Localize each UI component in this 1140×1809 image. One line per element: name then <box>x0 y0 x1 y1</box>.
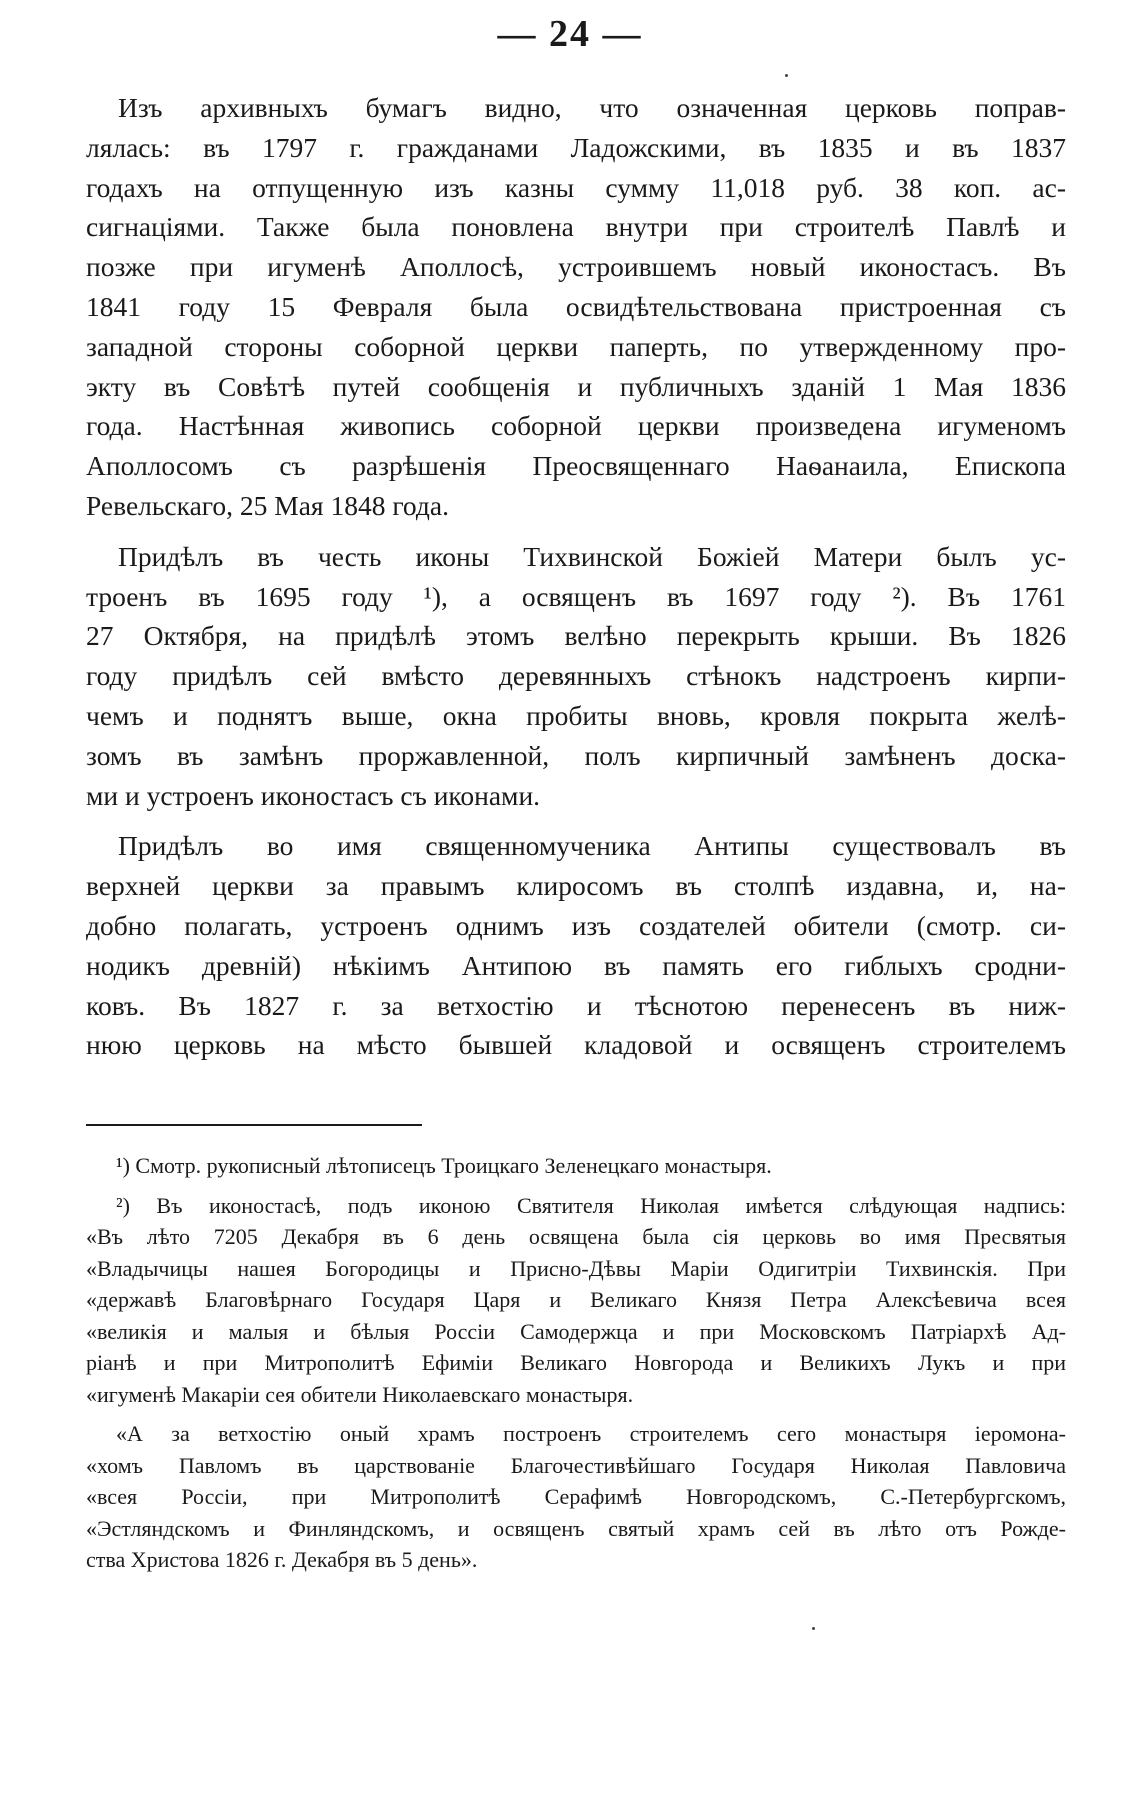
text-line: Придѣлъ во имя священномученика Антипы существовалъ въ <box>118 830 1066 862</box>
text-line: года. Настѣнная живопись соборной церкви произведена игуменомъ <box>86 410 1066 442</box>
text-line: Придѣлъ въ честь иконы Тихвинской Божіей Матери былъ ус- <box>118 540 1066 572</box>
text-line: западной стороны соборной церкви паперть, по утвержденному про- <box>86 330 1066 362</box>
paragraph-archives <box>86 88 1066 526</box>
text-line: сигнаціями. Также была поновлена внутри при строителѣ Павлѣ и <box>86 211 1066 243</box>
text-line: экту въ Совѣтѣ путей сообщенія и публичныхъ зданій 1 Мая 1836 <box>86 370 1066 402</box>
footnote-line: «Въ лѣто 7205 Декабря въ 6 день освящена была сія церковь во имя Пресвятыя <box>86 1224 1066 1249</box>
main-text <box>86 88 1066 1065</box>
text-line: годахъ на отпущенную изъ казны сумму 11,018 руб. 38 коп. ас- <box>86 171 1066 203</box>
text-line: позже при игуменѣ Аполлосѣ, устроившемъ новый иконостасъ. Въ <box>86 251 1066 283</box>
text-line: 27 Октября, на придѣлѣ этомъ велѣно перекрыть крыши. Въ 1826 <box>86 620 1066 652</box>
text-line: Изъ архивныхъ бумагъ видно, что означенная церковь поправ- <box>118 92 1066 123</box>
footnote-divider <box>86 1124 422 1126</box>
text-line: чемъ и поднятъ выше, окна пробиты вновь, кровля покрыта желѣ- <box>86 699 1066 731</box>
footnote-line: «хомъ Павломъ въ царствованіе Благочестивѣйшаго Государя Николая Павловича <box>86 1452 1066 1478</box>
footnote-2-continued <box>86 1418 1066 1576</box>
text-line: верхней церкви за правымъ клиросомъ въ столпѣ издавна, и, на- <box>86 870 1066 902</box>
paragraph-tikhvin-chapel <box>86 537 1066 816</box>
text-line: ковъ. Въ 1827 г. за ветхостію и тѣснотою перенесенъ въ ниж- <box>86 989 1066 1021</box>
footnote-line: «великія и малыя и бѣлыя Россіи Самодержца и при Московскомъ Патріархѣ Ад- <box>86 1318 1066 1344</box>
text-line: ми и устроенъ иконостасъ съ иконами. <box>86 779 541 811</box>
footnote-line: ріанѣ и при Митрополитѣ Ефиміи Великаго Новгорода и Великихъ Лукъ и при <box>86 1350 1066 1375</box>
footnote-line: ²) Въ иконостасѣ, подъ иконою Святителя Николая имѣется слѣдующая надпись: <box>116 1192 1066 1218</box>
footnote-line: «державѣ Благовѣрнаго Государя Царя и Великаго Князя Петра Алексѣевича всея <box>86 1287 1066 1312</box>
text-line: году придѣлъ сей вмѣсто деревянныхъ стѣнокъ надстроенъ кирпи- <box>86 660 1066 692</box>
footnote-line: ства Христова 1826 г. Декабря въ 5 день». <box>86 1547 478 1572</box>
footnote-2 <box>86 1190 1066 1411</box>
print-speck <box>785 74 788 77</box>
footnote-line: «игуменѣ Макаріи сея обители Николаевскаго монастыря. <box>86 1381 634 1407</box>
footnote-line: «всея Россіи, при Митрополитѣ Серафимѣ Новгородскомъ, С.-Петербургскомъ, <box>86 1484 1066 1509</box>
paragraph-antipas-chapel <box>86 826 1066 1065</box>
print-speck <box>812 1627 815 1630</box>
footnotes <box>86 1150 1066 1576</box>
text-line: Аполлосомъ съ разрѣшенія Преосвященнаго Наѳанаила, Епископа <box>86 450 1066 482</box>
footnote-1 <box>86 1150 1066 1182</box>
text-line: лялась: въ 1797 г. гражданами Ладожскими, въ 1835 и въ 1837 <box>86 131 1066 163</box>
footnote-line: ¹) Смотр. рукописный лѣтописецъ Троицкаго Зеленецкаго монастыря. <box>116 1153 772 1178</box>
footnote-line: «Владычицы нашея Богородицы и Присно-Дѣвы Маріи Одигитріи Тихвинскія. При <box>86 1255 1066 1281</box>
text-line: нодикъ древній) нѣкіимъ Антипою въ память его гиблыхъ сродни- <box>86 949 1066 981</box>
text-line: Ревельскаго, 25 Мая 1848 года. <box>86 489 449 521</box>
text-line: 1841 году 15 Февраля была освидѣтельствована пристроенная съ <box>86 290 1066 322</box>
text-line: троенъ въ 1695 году ¹), а освященъ въ 1697 году ²). Въ 1761 <box>86 580 1066 612</box>
text-line: добно полагать, устроенъ однимъ изъ создателей обители (смотр. си- <box>86 909 1066 941</box>
footnote-line: «Эстляндскомъ и Финляндскомъ, и освященъ святый храмъ сей въ лѣто отъ Рожде- <box>86 1515 1066 1541</box>
footnote-line: «А за ветхостію оный храмъ построенъ строителемъ сего монастыря іеромона- <box>116 1421 1066 1446</box>
text-line: нюю церковь на мѣсто бывшей кладовой и освященъ строителемъ <box>86 1029 1066 1061</box>
page-number: — 24 — <box>497 13 643 55</box>
text-line: зомъ въ замѣнъ проржавленной, полъ кирпичный замѣненъ доска- <box>86 739 1066 771</box>
